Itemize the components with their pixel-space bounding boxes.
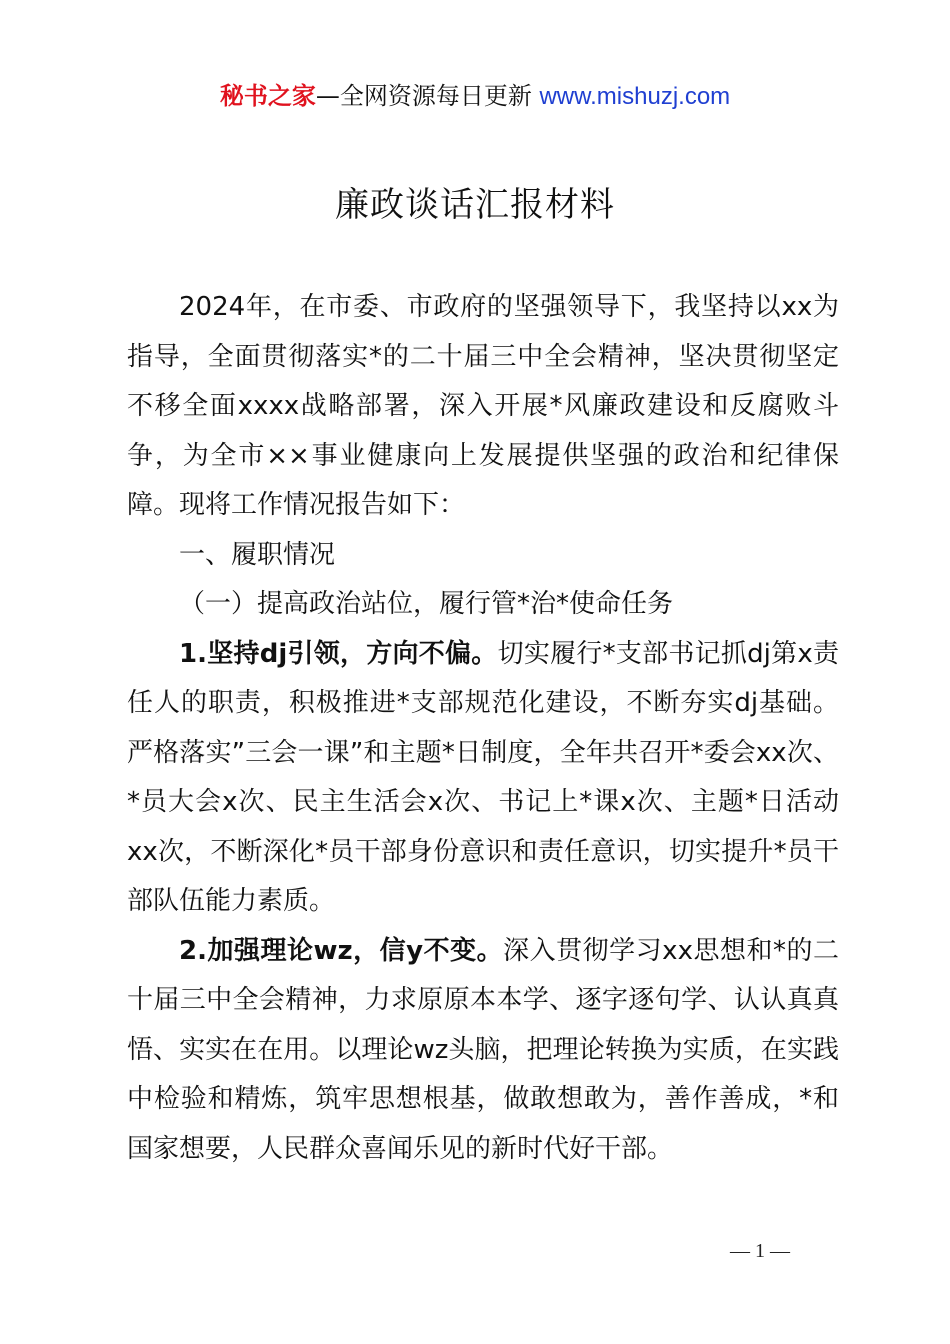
document-title: 廉政谈话汇报材料 xyxy=(335,185,615,225)
site-header xyxy=(0,80,950,113)
page-number: — 1 — xyxy=(730,1240,790,1262)
item-lead-2: 2.加强理论wz，信y不变。 xyxy=(179,935,504,966)
brand-name: 秘书之家 xyxy=(219,82,316,110)
intro-paragraph: 2024年，在市委、市政府的坚强领导下，我坚持以xx为指导，全面贯彻落实*的二十届三中全会精神，坚决贯彻坚定不移全面xxxx战略部署，深入开展*风廉政建设和反腐败斗争，为全市××事业健康向上发展提供坚强的政治和纪律保障。现将工作情况报告如下： xyxy=(127,292,839,520)
section-heading: 一、履职情况 xyxy=(179,539,336,570)
item-text-2: 深入贯彻学习xx思想和*的二十届三中全会精神，力求原原本本学、逐字逐句学、认认真真悟、实实在在用。以理论wz头脑，把理论转换为实质，在实践中检验和精炼，筑牢思想根基，做敢想敢为，善作善成，*和国家想要，人民群众喜闻乐见的新时代好干部。 xyxy=(127,935,839,1164)
item-paragraph-2 xyxy=(127,927,839,1175)
document-body xyxy=(127,283,839,1174)
item-lead-1: 1.坚持dj引领，方向不偏。 xyxy=(179,638,498,669)
header-tagline: —全网资源每日更新 xyxy=(315,82,540,110)
item-text-1: 切实履行*支部书记抓dj第x责任人的职责，积极推进*支部规范化建设，不断夯实dj基础。严格落实”三会一课”和主题*日制度，全年共召开*委会xx次、*员大会x次、民主生活会x次、书记上*课x次、主题*日活动xx次，不断深化*员干部身份意识和责任意识，切实提升*员干部队伍能力素质。 xyxy=(127,638,839,916)
subsection-heading: （一）提高政治站位，履行管*治*使命任务 xyxy=(179,589,674,619)
item-paragraph-1 xyxy=(127,630,839,927)
site-url-link[interactable]: www.mishuzj.com xyxy=(539,83,731,110)
